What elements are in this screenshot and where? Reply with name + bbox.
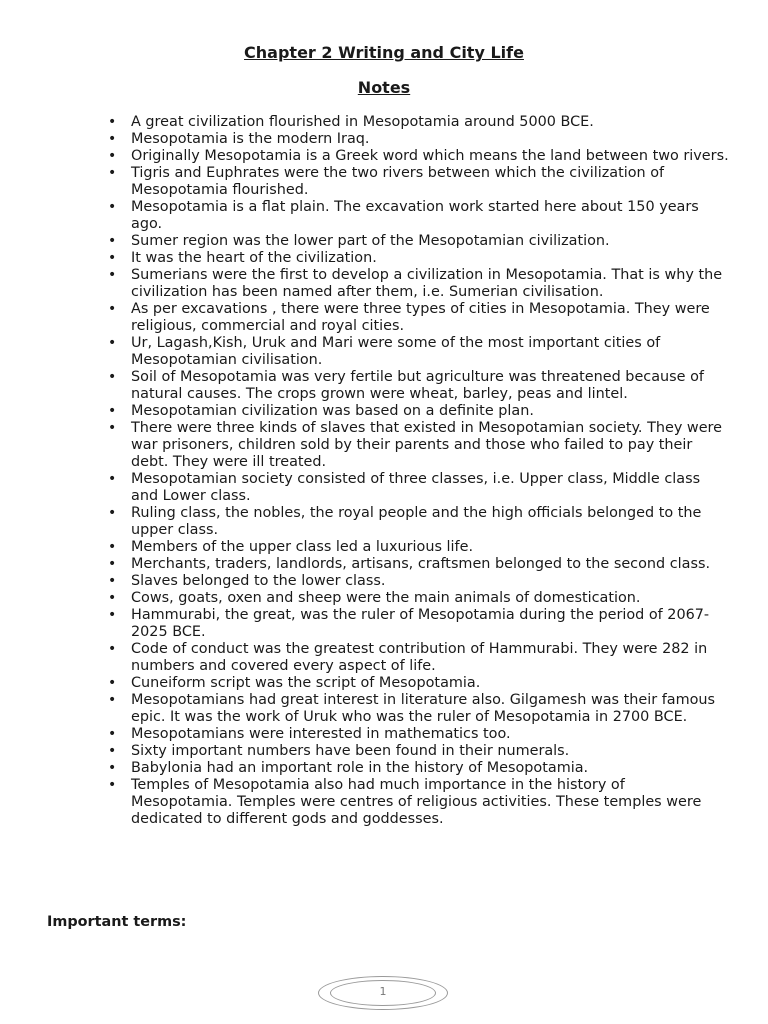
list-item: • Code of conduct was the greatest contribution of Hammurabi. They were 282 in numbers and covered every aspect of life. xyxy=(131,641,729,675)
list-item: • Slaves belonged to the lower class. xyxy=(131,573,729,590)
list-item: • Originally Mesopotamia is a Greek word which means the land between two rivers. xyxy=(131,148,729,165)
list-item: • Ruling class, the nobles, the royal people and the high officials belonged to the upper class. xyxy=(131,505,729,539)
list-item: • Sumer region was the lower part of the Mesopotamian civilization. xyxy=(131,233,729,250)
list-item: • Soil of Mesopotamia was very fertile but agriculture was threatened because of natural causes. The crops grown were wheat, barley, peas and lintel. xyxy=(131,369,729,403)
list-item: • Mesopotamia is a flat plain. The excavation work started here about 150 years ago. xyxy=(131,199,729,233)
list-item: • Mesopotamian society consisted of three classes, i.e. Upper class, Middle class and Lower class. xyxy=(131,471,729,505)
page-number: 1 xyxy=(379,985,387,998)
list-item: • Cuneiform script was the script of Mesopotamia. xyxy=(131,675,729,692)
list-item: • Mesopotamians had great interest in literature also. Gilgamesh was their famous epic. It was the work of Uruk who was the ruler of Mesopotamia in 2700 BCE. xyxy=(131,692,729,726)
notes-list xyxy=(131,114,729,828)
page-title: Chapter 2 Writing and City Life xyxy=(244,43,524,62)
list-item: • Sumerians were the first to develop a civilization in Mesopotamia. That is why the civilization has been named after them, i.e. Sumerian civilisation. xyxy=(131,267,729,301)
list-item: • Mesopotamians were interested in mathematics too. xyxy=(131,726,729,743)
list-item: • Tigris and Euphrates were the two rivers between which the civilization of Mesopotamia flourished. xyxy=(131,165,729,199)
list-item: • As per excavations , there were three types of cities in Mesopotamia. They were religious, commercial and royal cities. xyxy=(131,301,729,335)
list-item: • It was the heart of the civilization. xyxy=(131,250,729,267)
list-item: • Members of the upper class led a luxurious life. xyxy=(131,539,729,556)
list-item: • A great civilization flourished in Mesopotamia around 5000 BCE. xyxy=(131,114,729,131)
list-item: • Mesopotamian civilization was based on a definite plan. xyxy=(131,403,729,420)
list-item: • Hammurabi, the great, was the ruler of Mesopotamia during the period of 2067-2025 BCE. xyxy=(131,607,729,641)
list-item: • Cows, goats, oxen and sheep were the main animals of domestication. xyxy=(131,590,729,607)
list-item: • There were three kinds of slaves that existed in Mesopotamian society. They were war prisoners, children sold by their parents and those who failed to pay their debt. They were ill treated. xyxy=(131,420,729,471)
list-item: • Sixty important numbers have been found in their numerals. xyxy=(131,743,729,760)
list-item: • Mesopotamia is the modern Iraq. xyxy=(131,131,729,148)
notes-heading: Notes xyxy=(357,78,411,97)
important-terms-heading: Important terms: xyxy=(47,914,187,930)
list-item: • Babylonia had an important role in the history of Mesopotamia. xyxy=(131,760,729,777)
list-item: • Temples of Mesopotamia also had much importance in the history of Mesopotamia. Temples were centres of religious activities. These temples were dedicated to different gods and goddesses. xyxy=(131,777,729,828)
list-item: • Ur, Lagash,Kish, Uruk and Mari were some of the most important cities of Mesopotamian civilisation. xyxy=(131,335,729,369)
list-item: • Merchants, traders, landlords, artisans, craftsmen belonged to the second class. xyxy=(131,556,729,573)
